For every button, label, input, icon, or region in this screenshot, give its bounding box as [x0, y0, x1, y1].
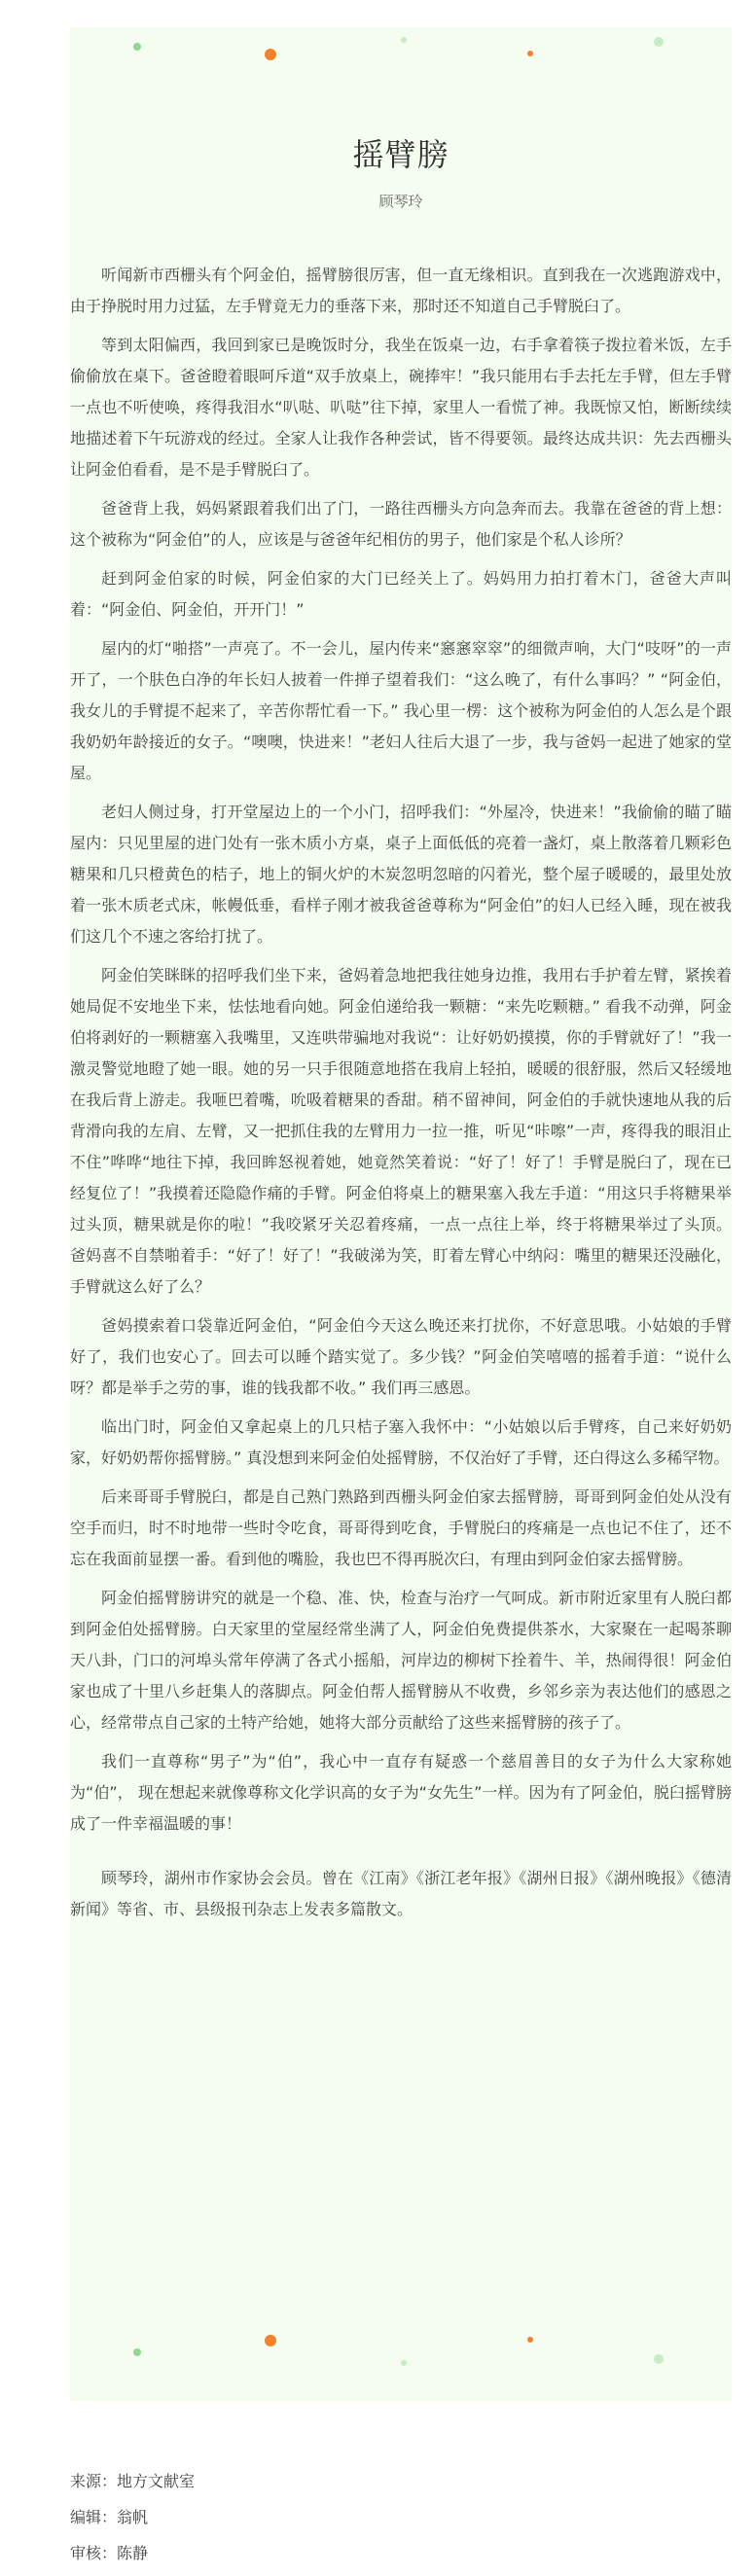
- paragraph: 爸妈摸索着口袋靠近阿金伯，“阿金伯今天这么晚还来打扰你，不好意思哦。小姑娘的手臂好了，我们也安心了。回去可以睡个踏实觉了。多少钱？”阿金伯笑嘻嘻的摇着手道：“说什么呀？都是举手之劳的事，谁的钱我都不收。” 我们再三感恩。: [70, 1316, 732, 1397]
- paragraph: 老妇人侧过身，打开堂屋边上的一个小门，招呼我们：“外屋冷，快进来！”我偷偷的瞄了瞄屋内：只见里屋的进门处有一张木质小方桌，桌子上面低低的亮着一盏灯，桌上散落着几颗彩色糖果和几只橙黄色的桔子，地上的铜火炉的木炭忽明忽暗的闪着光，整个屋子暖暖的，最里处放着一张木质老式床，帐幔低垂，看样子刚才被我爸爸尊称为“阿金伯”的妇人已经入睡，现在被我们这几个不速之客给打扰了。: [70, 803, 732, 946]
- bottom-decoration: [70, 2335, 732, 2370]
- paragraph: 阿金伯笑眯眯的招呼我们坐下来，爸妈着急地把我往她身边推，我用右手护着左臂，紧挨着她局促不安地坐下来，怯怯地看向她。阿金伯递给我一颗糖：“来先吃颗糖。” 看我不动弹，阿金伯将剥好的一颗糖塞入我嘴里，又连哄带骗地对我说“：让好奶奶摸摸，你的手臂就好了！”我一激灵警觉地瞪了她一眼。她的另一只手很随意地搭在我肩上轻拍，暖暖的很舒服，然后又轻缓地在我后背上游走。我咂巴着嘴，吮吸着糖果的香甜。稍不留神间，阿金伯的手就快速地从我的后背滑向我的左肩、左臂，又一把抓住我的左臂用力一拉一推，听见“咔嚓”一声，疼得我的眼泪止不住”哗哗“地往下掉，我回眸怒视着她，她竟然笑着说：“好了！好了！手臂是脱臼了，现在已经复位了！”我摸着还隐隐作痛的手臂。阿金伯将桌上的糖果塞入我左手道：“用这只手将糖果举过头顶，糖果就是你的啦！”我咬紧牙关忍着疼痛，一点一点往上举，终于将糖果举过了头顶。爸妈喜不自禁啪着手：“好了！好了！”我破涕为笑，盯着左臂心中纳闷：嘴里的糖果还没融化，手臂就这么好了么？: [70, 966, 732, 1296]
- decor-dot: [654, 37, 664, 47]
- editor-label: 编辑：翁帆: [70, 2508, 149, 2526]
- paragraph: 后来哥哥手臂脱臼，都是自己熟门熟路到西栅头阿金伯家去摇臂膀，哥哥到阿金伯处从没有空手而归，时不时地带一些时令吃食，哥哥得到吃食，手臂脱臼的疼痛是一点也记不住了，还不忘在我面前显摆一番。看到他的嘴脸，我也巴不得再脱次臼，有理由到阿金伯家去摇臂膀。: [70, 1487, 732, 1568]
- article-card: [70, 27, 732, 2401]
- paragraph: 临出门时，阿金伯又拿起桌上的几只桔子塞入我怀中：“小姑娘以后手臂疼，自己来好奶奶家，好奶奶帮你摇臂膀。” 真没想到来阿金伯处摇臂膀，不仅治好了手臂，还白得这么多稀罕物。: [70, 1417, 732, 1467]
- decor-dot: [401, 2360, 407, 2366]
- article-title: 摇臂膀: [352, 136, 449, 173]
- source-label: 来源：地方文献室: [70, 2472, 196, 2490]
- article-author: 顾琴玲: [378, 193, 423, 210]
- paragraph: 等到太阳偏西，我回到家已是晚饭时分，我坐在饭桌一边，右手拿着筷子拨拉着米饭，左手偷偷放在桌下。爸爸瞪着眼呵斥道“双手放桌上，碗捧牢！”我只能用右手去托左手臂，但左手臂一点也不听使唤，疼得我泪水“叭哒、叭哒”往下掉，家里人一看慌了神。我既惊又怕，断断续续地描述着下午玩游戏的经过。全家人让我作各种尝试，皆不得要领。最终达成共识：先去西栅头让阿金伯看看，是不是手臂脱臼了。: [70, 336, 732, 479]
- decor-dot: [401, 37, 407, 43]
- decor-dot: [265, 49, 276, 60]
- decor-dot: [133, 2348, 141, 2356]
- decor-dot: [527, 2337, 533, 2343]
- paragraph: 听闻新市西栅头有个阿金伯，摇臂膀很厉害，但一直无缘相识。直到我在一次逃跑游戏中，由于挣脱时用力过猛，左手臂竟无力的垂落下来，那时还不知道自己手臂脱臼了。: [70, 266, 732, 315]
- reviewer-label: 审核：陈静: [70, 2544, 149, 2562]
- paragraph: 阿金伯摇臂膀讲究的就是一个稳、准、快，检查与治疗一气呵成。新市附近家里有人脱臼都到阿金伯处摇臂膀。白天家里的堂屋经常坐满了人，阿金伯免费提供茶水，大家聚在一起喝茶聊天八卦，门口的河埠头常年停满了各式小摇船，河岸边的柳树下拴着牛、羊，热闹得很！阿金伯家也成了十里八乡赶集人的落脚点。阿金伯帮人摇臂膀从不收费，乡邻乡亲为表达他们的感恩之心，经常带点自己家的土特产给她，她将大部分贡献给了这些来摇臂膀的孩子了。: [70, 1589, 732, 1732]
- paragraph: 爸爸背上我，妈妈紧跟着我们出了门，一路往西栅头方向急奔而去。我靠在爸爸的背上想：这个被称为“阿金伯”的人，应该是与爸爸年纪相仿的男子，他们家是个私人诊所？: [70, 499, 732, 549]
- top-decoration: [70, 27, 732, 62]
- footer-meta: [70, 2463, 195, 2571]
- decor-dot: [265, 2335, 276, 2346]
- decor-dot: [527, 51, 533, 56]
- paragraph: 赶到阿金伯家的时候，阿金伯家的大门已经关上了。妈妈用力拍打着木门，爸爸大声叫着：“阿金伯、阿金伯，开开门！”: [70, 569, 732, 619]
- article-body: [70, 260, 732, 1925]
- paragraph: 我们一直尊称“男子”为“伯”，我心中一直存有疑惑一个慈眉善目的女子为什么大家称她为“伯”， 现在想起来就像尊称文化学识高的女子为“女先生”一样。因为有了阿金伯，脱臼摇臂膀成了一件幸福温暖的事！: [70, 1752, 732, 1833]
- author-bio: 顾琴玲，湖州市作家协会会员。曾在《江南》《浙江老年报》《湖州日报》《湖州晚报》《德清新闻》等省、市、县级报刊杂志上发表多篇散文。: [70, 1869, 732, 1918]
- decor-dot: [133, 43, 141, 51]
- paragraph: 屋内的灯“啪搭”一声亮了。不一会儿，屋内传来“窸窸窣窣”的细微声响，大门“吱呀”的一声开了，一个肤色白净的年长妇人披着一件掸子望着我们：“这么晚了，有什么事吗？” “阿金伯，我女儿的手臂提不起来了，辛苦你帮忙看一下。” 我心里一楞：这个被称为阿金伯的人怎么是个跟我奶奶年龄接近的女子。“噢噢，快进来！”老妇人往后大退了一步，我与爸妈一起进了她家的堂屋。: [70, 639, 732, 782]
- decor-dot: [654, 2354, 664, 2364]
